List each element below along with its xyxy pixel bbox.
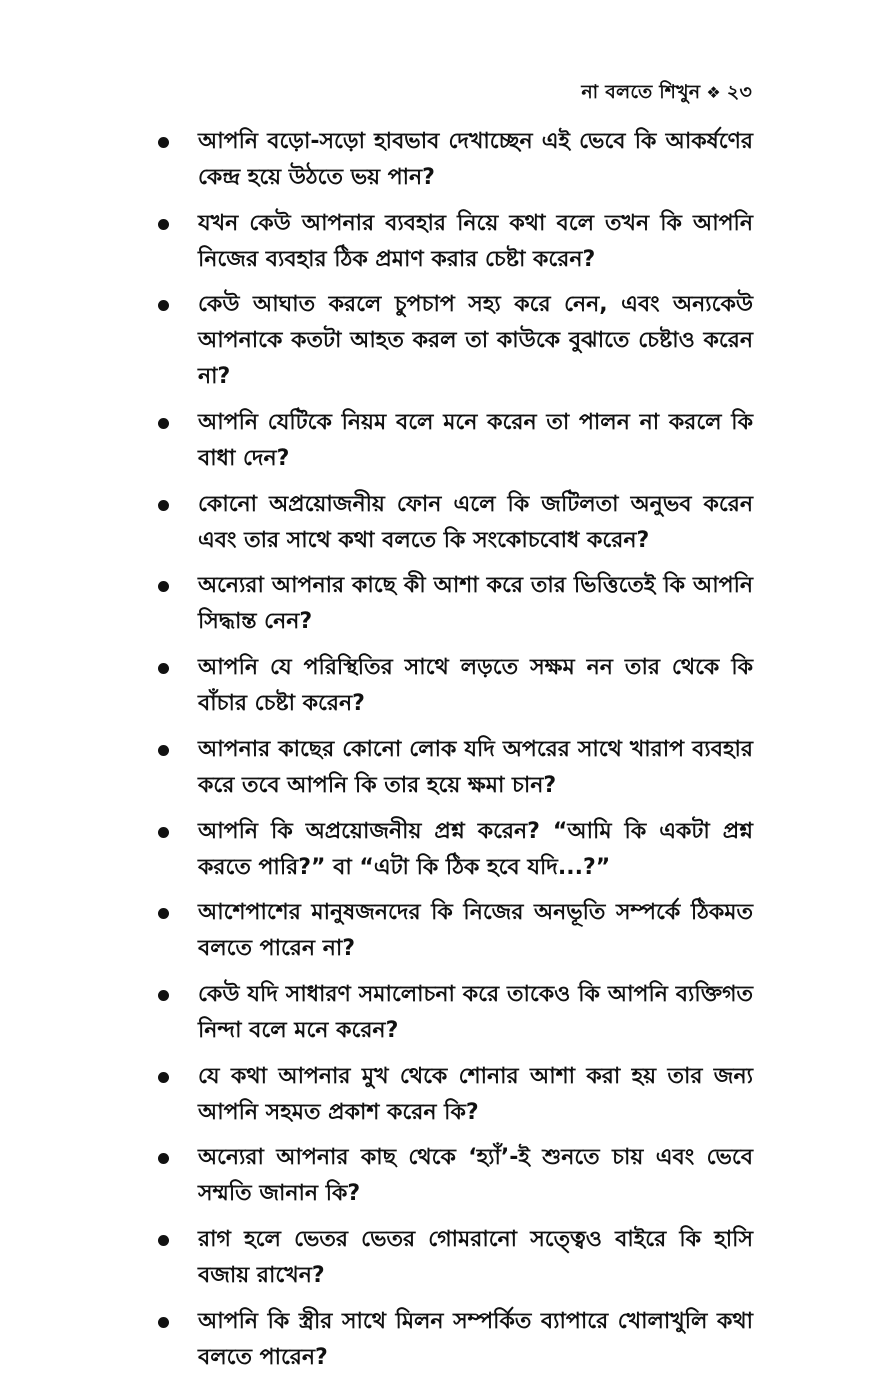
question-list — [158, 124, 753, 1385]
list-item — [158, 206, 753, 278]
question-text: কেউ আঘাত করলে চুপচাপ সহ্য করে নেন, এবং অন্যকেউ আপনাকে কতটা আহত করল তা কাউকে বুঝাতে চেষ্টাও করেন না? — [198, 292, 753, 390]
list-item — [158, 287, 753, 395]
list-item — [158, 977, 753, 1049]
running-header — [581, 78, 752, 110]
question-text: যে কথা আপনার মুখ থেকে শোনার আশা করা হয় তার জন্য আপনি সহমত প্রকাশ করেন কি? — [198, 1063, 753, 1125]
question-text: কোনো অপ্রয়োজনীয় ফোন এলে কি জটিলতা অনুভব করেন এবং তার সাথে কথা বলতে কি সংকোচবোধ করেন? — [198, 491, 753, 553]
bullet-icon — [158, 990, 169, 1001]
list-item — [158, 1304, 753, 1376]
list-item — [158, 405, 753, 477]
question-text: আপনি যেটিকে নিয়ম বলে মনে করেন তা পালন না করলে কি বাধা দেন? — [198, 410, 753, 472]
question-text: আপনি কি স্ত্রীর সাথে মিলন সম্পর্কিত ব্যাপারে খোলাখুলি কথা বলতে পারেন? — [198, 1308, 753, 1370]
list-item — [158, 568, 753, 640]
bullet-icon — [158, 908, 169, 919]
question-text: আপনি কি অপ্রয়োজনীয় প্রশ্ন করেন? “আমি কি একটা প্রশ্ন করতে পারি?” বা “এটা কি ঠিক হবে যদি...?” — [198, 818, 753, 880]
list-item — [158, 814, 753, 886]
bullet-icon — [158, 219, 169, 230]
list-item — [158, 124, 753, 196]
bullet-icon — [158, 745, 169, 756]
question-text: আপনি বড়ো-সড়ো হাবভাব দেখাচ্ছেন এই ভেবে কি আকর্ষণের কেন্দ্র হয়ে উঠতে ভয় পান? — [198, 129, 753, 190]
bullet-icon — [158, 500, 169, 511]
bullet-icon — [158, 827, 169, 838]
ornament-separator-icon: ❖ — [706, 83, 721, 102]
bullet-icon — [158, 663, 169, 674]
list-item — [158, 487, 753, 559]
question-text: যখন কেউ আপনার ব্যবহার নিয়ে কথা বলে তখন কি আপনি নিজের ব্যবহার ঠিক প্রমাণ করার চেষ্টা করেন? — [198, 210, 753, 272]
question-text: অন্যেরা আপনার কাছ থেকে ‘হ্যাঁ’-ই শুনতে চায় এবং ভেবে সম্মতি জানান কি? — [198, 1145, 753, 1207]
list-item — [158, 1059, 753, 1131]
question-text: রাগ হলে ভেতর ভেতর গোমরানো সত্ত্বেও বাইরে কি হাসি বজায় রাখেন? — [198, 1226, 753, 1288]
question-text: আশেপাশের মানুষজনদের কি নিজের অনভূতি সম্পর্কে ঠিকমত বলতে পারেন না? — [198, 900, 753, 962]
bullet-icon — [158, 1235, 169, 1246]
page-number: ২৩ — [726, 81, 752, 103]
question-text: আপনার কাছের কোনো লোক যদি অপরের সাথে খারাপ ব্যবহার করে তবে আপনি কি তার হয়ে ক্ষমা চান? — [198, 736, 753, 798]
bullet-icon — [158, 581, 169, 592]
bullet-icon — [158, 1072, 169, 1083]
list-item — [158, 732, 753, 804]
bullet-icon — [158, 300, 169, 311]
question-text: আপনি যে পরিস্থিতির সাথে লড়তে সক্ষম নন তার থেকে কি বাঁচার চেষ্টা করেন? — [198, 655, 753, 717]
question-text: অন্যেরা আপনার কাছে কী আশা করে তার ভিত্তিতেই কি আপনি সিদ্ধান্ত নেন? — [198, 573, 753, 635]
bullet-icon — [158, 1153, 169, 1164]
bullet-icon — [158, 137, 169, 148]
list-item — [158, 650, 753, 722]
question-text: কেউ যদি সাধারণ সমালোচনা করে তাকেও কি আপনি ব্যক্তিগত নিন্দা বলে মনে করেন? — [198, 981, 753, 1043]
list-item — [158, 1222, 753, 1294]
bullet-icon — [158, 1317, 169, 1328]
list-item — [158, 1140, 753, 1212]
list-item — [158, 895, 753, 967]
bullet-icon — [158, 418, 169, 429]
running-header-title: না বলতে শিখুন — [581, 81, 701, 103]
